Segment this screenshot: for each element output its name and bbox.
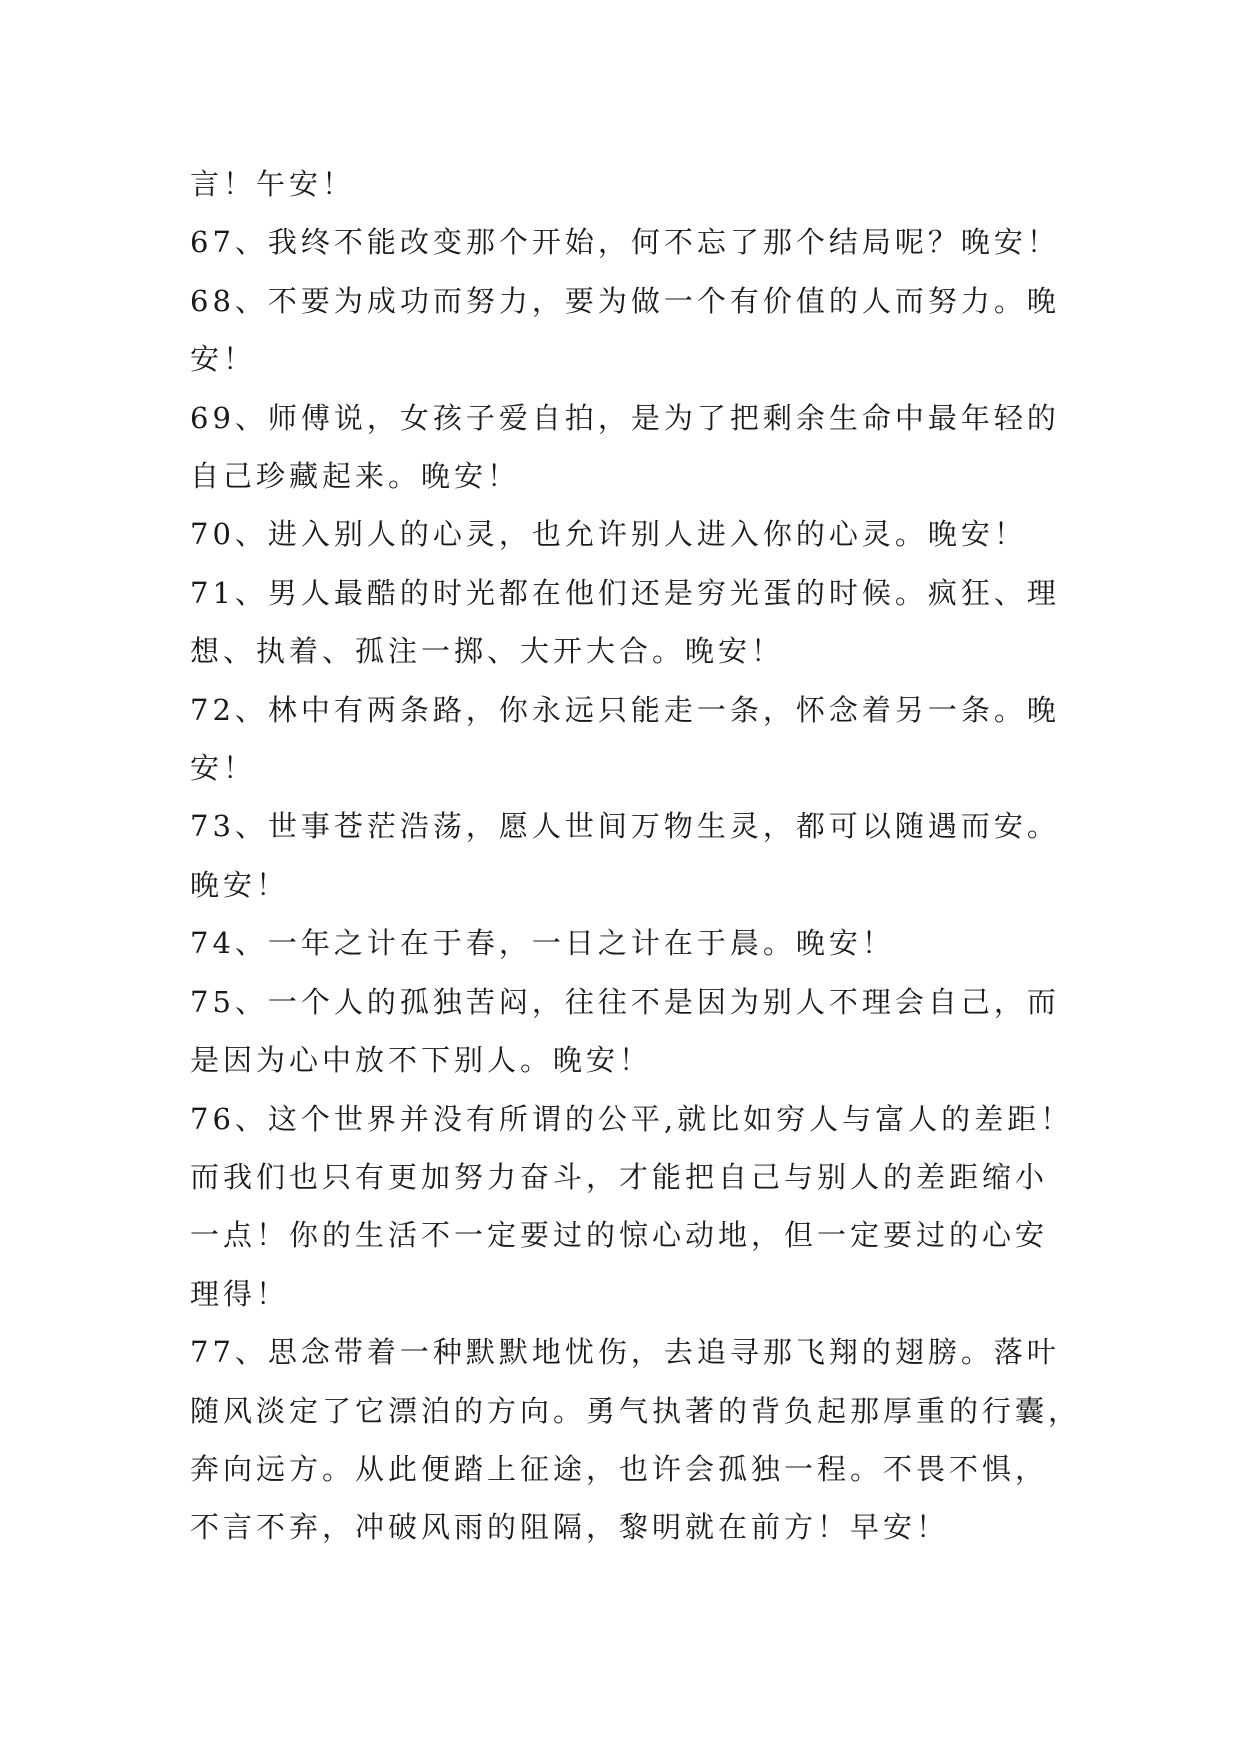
text-line: 70、进入别人的心灵，也允许别人进入你的心灵。晚安！ [190,517,1027,552]
text-line: 自己珍藏起来。晚安！ [190,459,521,494]
text-line: 77、思念带着一种默默地忧伤，去追寻那飞翔的翅膀。落叶 [190,1335,1060,1370]
text-line: 想、执着、孤注一掷、大开大合。晚安！ [190,634,785,669]
text-line: 晚安！ [190,867,290,902]
text-line: 67、我终不能改变那个开始，何不忘了那个结局呢？晚安！ [190,225,1060,260]
text-line: 74、一年之计在于春，一日之计在于晨。晚安！ [190,926,895,961]
text-line: 而我们也只有更加努力奋斗，才能把自己与别人的差距缩小 [190,1159,1049,1194]
text-line: 安！ [190,342,257,377]
text-line: 是因为心中放不下别人。晚安！ [190,1043,653,1078]
text-line: 72、林中有两条路，你永远只能走一条，怀念着另一条。晚 [190,692,1060,727]
text-line: 一点！你的生活不一定要过的惊心动地，但一定要过的心安 [190,1218,1049,1253]
text-line: 奔向远方。从此便踏上征途，也许会孤独一程。不畏不惧， [190,1451,1049,1486]
text-line: 安！ [190,751,257,786]
text-line: 言！午安！ [190,167,356,201]
text-line: 不言不弃，冲破风雨的阻隔，黎明就在前方！早安！ [190,1510,950,1545]
text-line: 随风淡定了它漂泊的方向。勇气执著的背负起那厚重的行囊， [190,1393,1082,1428]
text-line: 71、男人最酷的时光都在他们还是穷光蛋的时候。疯狂、理 [190,575,1060,610]
document-body [190,155,1082,1557]
text-line: 73、世事苍茫浩荡，愿人世间万物生灵，都可以随遇而安。 [190,809,1060,844]
text-line: 76、这个世界并没有所谓的公平,就比如穷人与富人的差距！ [190,1101,1074,1136]
text-line: 75、一个人的孤独苦闷，往往不是因为别人不理会自己，而 [190,984,1060,1019]
text-line: 理得！ [190,1276,290,1311]
text-line: 69、师傅说，女孩子爱自拍，是为了把剩余生命中最年轻的 [190,400,1060,435]
text-line: 68、不要为成功而努力，要为做一个有价值的人而努力。晚 [190,283,1060,318]
